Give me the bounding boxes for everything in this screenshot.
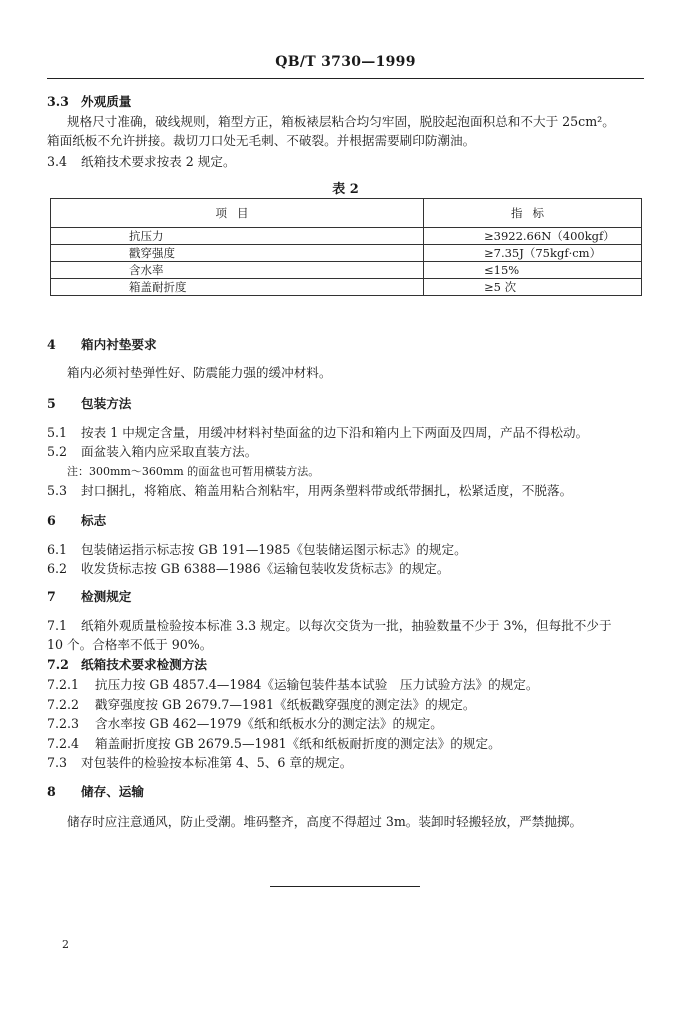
header-rule xyxy=(47,78,644,79)
section-6-1 xyxy=(47,542,467,558)
section-number: 7.2.1 xyxy=(47,677,80,692)
section-4-text: 箱内必须衬垫弹性好、防震能力强的缓冲材料。 xyxy=(67,365,332,380)
table-cell-item: 含水率 xyxy=(51,262,424,279)
section-number: 4 xyxy=(47,337,56,352)
section-title: 外观质量 xyxy=(81,94,132,109)
section-title: 纸箱技术要求检测方法 xyxy=(81,657,207,672)
column-header-item: 项目 xyxy=(51,199,424,228)
section-6-heading xyxy=(47,513,106,529)
section-3-3-text-2: 箱面纸板不允许拼接。裁切刀口处无毛刺、不破裂。并根据需要刷印防潮油。 xyxy=(47,133,476,148)
section-title: 储存、运输 xyxy=(81,784,144,799)
section-number: 8 xyxy=(47,784,56,799)
section-text: 含水率按 GB 462—1979《纸和纸板水分的测定法》的规定。 xyxy=(95,716,443,731)
table-cell-value: ≤15% xyxy=(424,262,642,279)
section-number: 7.1 xyxy=(47,618,68,633)
section-number: 7 xyxy=(47,589,56,604)
section-text: 包装储运指示标志按 GB 191—1985《包装储运图示标志》的规定。 xyxy=(81,542,467,557)
page-number: 2 xyxy=(62,938,69,951)
section-number: 6.1 xyxy=(47,542,68,557)
table-2 xyxy=(50,198,642,296)
section-5-1 xyxy=(47,425,588,441)
section-title: 箱内衬垫要求 xyxy=(81,337,157,352)
section-text: 面盆装入箱内应采取直装方法。 xyxy=(81,444,258,459)
table-cell-value: ≥3922.66N（400kgf） xyxy=(424,228,642,245)
section-title: 标志 xyxy=(81,513,107,528)
section-number: 6 xyxy=(47,513,56,528)
section-7-2-2 xyxy=(47,697,476,713)
table-header-row xyxy=(51,199,642,228)
table-row xyxy=(51,245,642,262)
section-text: 对包装件的检验按本标准第 4、5、6 章的规定。 xyxy=(81,755,353,770)
table-row xyxy=(51,228,642,245)
section-7-2-heading xyxy=(47,657,207,673)
section-number: 7.2.2 xyxy=(47,697,80,712)
section-7-2-4 xyxy=(47,736,501,752)
section-text: 箱盖耐折度按 GB 2679.5—1981《纸和纸板耐折度的测定法》的规定。 xyxy=(95,736,501,751)
section-text: 按表 1 中规定含量，用缓冲材料衬垫面盆的边下沿和箱内上下两面及四周，产品不得松动。 xyxy=(81,425,589,440)
end-rule xyxy=(270,886,420,887)
column-header-index: 指标 xyxy=(424,199,642,228)
section-5-note: 注：300mm～360mm 的面盆也可暂用横装方法。 xyxy=(67,465,320,478)
section-3-3-heading xyxy=(47,94,131,110)
table-2-caption: 表 2 xyxy=(332,182,359,197)
section-5-2 xyxy=(47,444,257,460)
section-number: 5.1 xyxy=(47,425,68,440)
table-cell-value: ≥5 次 xyxy=(424,279,642,296)
table-cell-item: 抗压力 xyxy=(51,228,424,245)
section-7-2-1 xyxy=(47,677,538,693)
section-number: 3.3 xyxy=(47,94,69,109)
table-cell-item: 箱盖耐折度 xyxy=(51,279,424,296)
section-title: 检测规定 xyxy=(81,589,132,604)
section-number: 7.2.3 xyxy=(47,716,80,731)
section-number: 7.2 xyxy=(47,657,69,672)
section-5-heading xyxy=(47,396,131,412)
standard-number-header: QB/T 3730—1999 xyxy=(275,54,416,70)
section-text: 抗压力按 GB 4857.4—1984《运输包装件基本试验 压力试验方法》的规定。 xyxy=(95,677,539,692)
section-text: 收发货标志按 GB 6388—1986《运输包装收发货标志》的规定。 xyxy=(81,561,450,576)
section-7-3 xyxy=(47,755,352,771)
section-number: 5.2 xyxy=(47,444,68,459)
section-number: 7.3 xyxy=(47,755,68,770)
section-text: 纸箱技术要求按表 2 规定。 xyxy=(81,154,236,169)
table-cell-value: ≥7.35J（75kgf·cm） xyxy=(424,245,642,262)
section-number: 7.2.4 xyxy=(47,736,80,751)
section-6-2 xyxy=(47,561,449,577)
section-7-1-continued: 10 个。合格率不低于 90%。 xyxy=(47,637,213,652)
table-cell-item: 戳穿强度 xyxy=(51,245,424,262)
section-number: 6.2 xyxy=(47,561,68,576)
section-text: 封口捆扎，将箱底、箱盖用粘合剂粘牢，用两条塑料带或纸带捆扎，松紧适度，不脱落。 xyxy=(81,483,573,498)
section-7-heading xyxy=(47,589,131,605)
section-title: 包装方法 xyxy=(81,396,132,411)
section-7-1 xyxy=(47,618,612,634)
section-3-3-text-1: 规格尺寸准确，破线规则，箱型方正，箱板裱层粘合均匀牢固，脱胶起泡面积总和不大于 25cm²。 xyxy=(67,114,615,129)
section-number: 5 xyxy=(47,396,56,411)
section-7-2-3 xyxy=(47,716,443,732)
section-4-heading xyxy=(47,337,157,353)
section-text: 戳穿强度按 GB 2679.7—1981《纸板戳穿强度的测定法》的规定。 xyxy=(95,697,476,712)
section-8-text: 储存时应注意通风，防止受潮。堆码整齐，高度不得超过 3m。装卸时轻搬轻放，严禁抛掷。 xyxy=(67,814,583,829)
table-row xyxy=(51,262,642,279)
section-5-3 xyxy=(47,483,572,499)
table-row xyxy=(51,279,642,296)
section-8-heading xyxy=(47,784,144,800)
section-number: 5.3 xyxy=(47,483,68,498)
section-text: 纸箱外观质量检验按本标准 3.3 规定。以每次交货为一批，抽验数量不少于 3%，但每批不少于 xyxy=(81,618,612,633)
section-number: 3.4 xyxy=(47,154,68,169)
section-3-4 xyxy=(47,154,236,170)
